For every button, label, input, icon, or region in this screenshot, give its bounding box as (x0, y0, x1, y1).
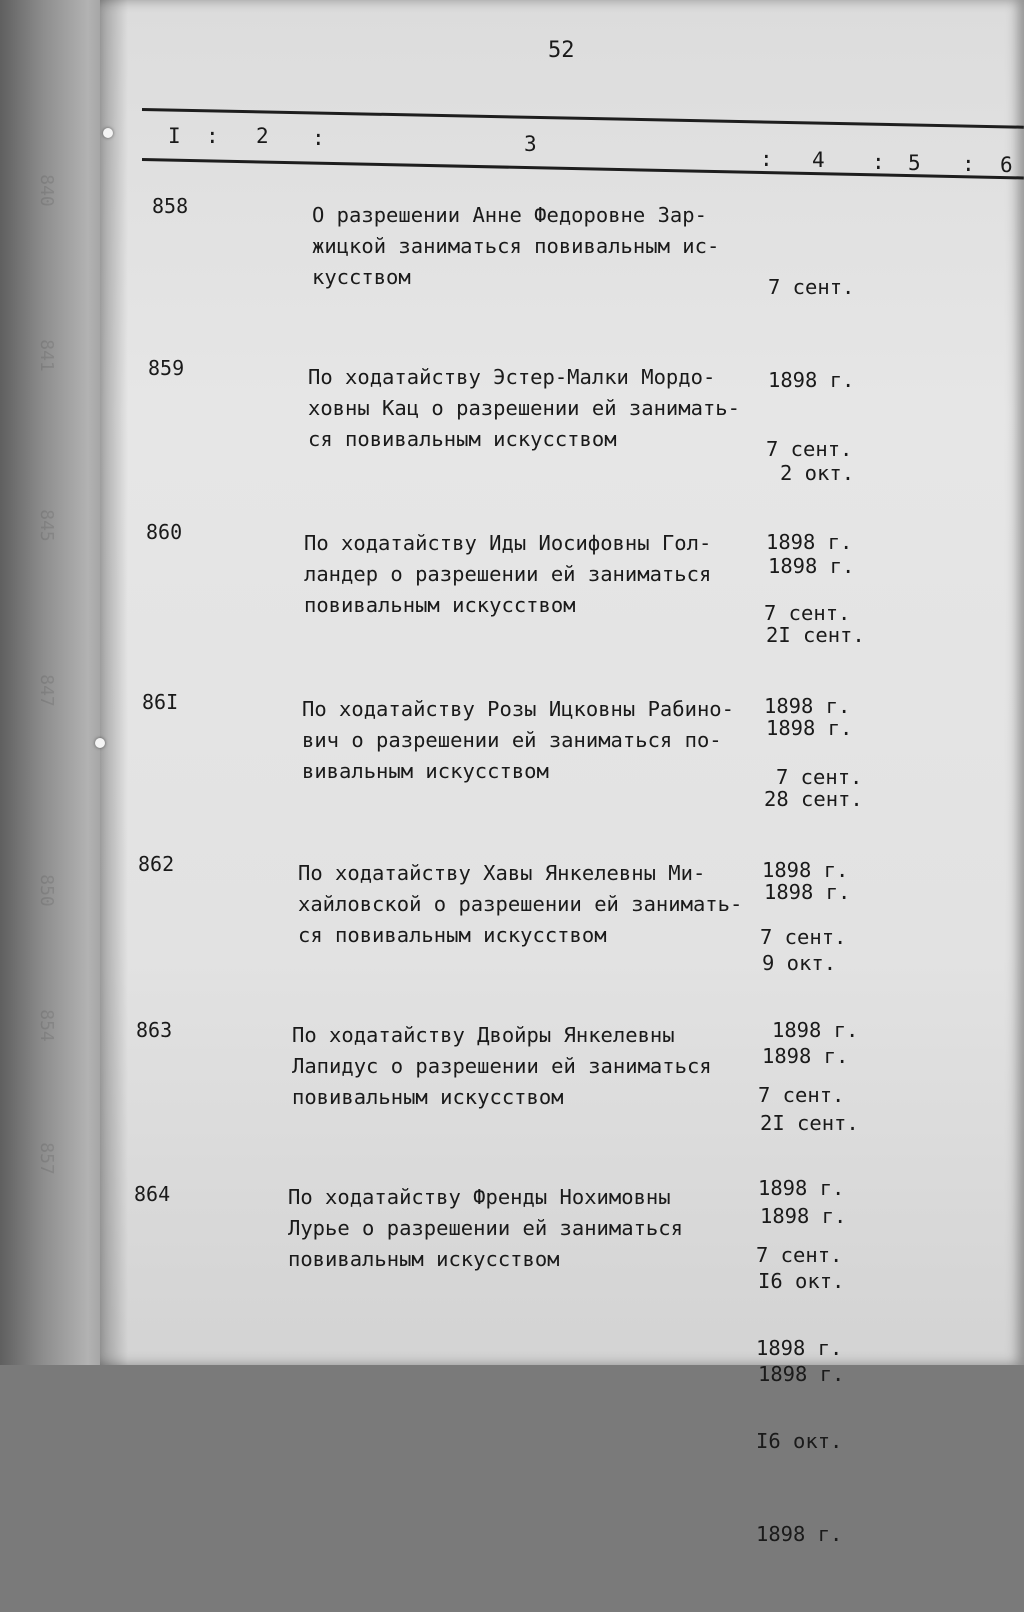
date-line: 7 сент. (764, 601, 851, 625)
date-line: 1898 г. (772, 1018, 859, 1042)
bleed-through-number: 841 (35, 339, 57, 372)
date-line: 2I сент. (766, 623, 865, 647)
column-separator: : (872, 150, 885, 174)
description-line: ся повивальным искусством (308, 427, 617, 451)
entry-description (292, 1020, 712, 1113)
entry-number: 864 (134, 1182, 171, 1206)
binding-hole (103, 128, 113, 138)
date-line: 1898 г. (764, 694, 851, 718)
description-line: По ходатайству Хавы Янкелевны Ми- (298, 861, 706, 885)
column-header: 4 (812, 148, 825, 172)
entry-number: 859 (148, 356, 185, 380)
description-line: кусством (312, 265, 411, 289)
bleed-through-number: 845 (35, 509, 57, 542)
description-line: повивальным искусством (292, 1085, 564, 1109)
column-header: 3 (524, 132, 537, 156)
bleed-through-number: 840 (35, 174, 57, 207)
entry-description (304, 528, 711, 621)
date-line: 1898 г. (758, 1362, 845, 1386)
column-separator: : (206, 124, 219, 148)
description-line: По ходатайству Френды Нохимовны (288, 1185, 671, 1209)
description-line: По ходатайству Иды Иосифовны Гол- (304, 531, 712, 555)
description-line: По ходатайству Эстер-Малки Мордо- (308, 365, 716, 389)
column-header: 5 (908, 151, 921, 175)
date-line: 1898 г. (756, 1336, 843, 1360)
description-line: хайловской о разрешении ей занимать- (298, 892, 743, 916)
date-line: 7 сент. (768, 275, 855, 299)
date-line: 1898 г. (758, 1176, 845, 1200)
date-line: 1898 г. (760, 1204, 847, 1228)
description-line: По ходатайству Розы Ицковны Рабино- (302, 697, 734, 721)
bleed-through-number: 850 (35, 874, 57, 907)
date-line: I6 окт. (756, 1429, 843, 1453)
description-line: ландер о разрешении ей заниматься (304, 562, 712, 586)
page-number: 52 (548, 38, 575, 63)
column-header: I (168, 124, 181, 148)
date-line: 1898 г. (762, 858, 849, 882)
date-line: 2 окт. (780, 461, 855, 485)
date-line: 7 сент. (760, 925, 847, 949)
entry-number: 86I (142, 690, 179, 714)
date-line: 7 сент. (758, 1083, 845, 1107)
description-line: повивальным искусством (304, 593, 576, 617)
date-line: 2I сент. (760, 1111, 859, 1135)
entry-description (298, 858, 742, 951)
column-header: 2 (256, 124, 269, 148)
date-line: 1898 г. (764, 880, 851, 904)
date-line: 7 сент. (776, 765, 863, 789)
entry-description (288, 1182, 683, 1275)
entry-number: 863 (136, 1018, 173, 1042)
date-line: 1898 г. (768, 554, 855, 578)
date-line: 1898 г. (766, 530, 853, 554)
bleed-through-number: 857 (35, 1142, 57, 1175)
entry-description (312, 200, 719, 293)
entry-number: 862 (138, 852, 175, 876)
bleed-through-number: 854 (35, 1009, 57, 1042)
date-line: 1898 г. (766, 716, 853, 740)
date-line: 1898 г. (768, 368, 855, 392)
description-line: О разрешении Анне Федоровне Зар- (312, 203, 707, 227)
column-separator: : (962, 152, 975, 176)
entry-dates (756, 1178, 845, 1612)
description-line: Лапидус о разрешении ей заниматься (292, 1054, 712, 1078)
date-line: 28 сент. (764, 787, 863, 811)
date-line: 7 сент. (756, 1243, 843, 1267)
bleed-through-number: 847 (35, 674, 57, 707)
description-line: жицкой заниматься повивальным ис- (312, 234, 720, 258)
column-separator: : (312, 126, 325, 150)
column-header: 6 (1000, 153, 1013, 177)
binding-hole (95, 738, 105, 748)
date-line: 9 окт. (762, 951, 837, 975)
entry-description (302, 694, 734, 787)
description-line: повивальным искусством (288, 1247, 560, 1271)
column-separator: : (760, 147, 773, 171)
description-line: По ходатайству Двойры Янкелевны (292, 1023, 675, 1047)
entry-description (308, 362, 740, 455)
description-line: вич о разрешении ей заниматься по- (302, 728, 722, 752)
entry-number: 858 (152, 194, 189, 218)
date-line: 1898 г. (756, 1522, 843, 1546)
description-line: Лурье о разрешении ей заниматься (288, 1216, 683, 1240)
date-line: 7 сент. (766, 437, 853, 461)
description-line: вивальным искусством (302, 759, 549, 783)
description-line: ховны Кац о разрешении ей занимать- (308, 396, 740, 420)
description-line: ся повивальным искусством (298, 923, 607, 947)
date-line: 1898 г. (762, 1044, 849, 1068)
entry-number: 860 (146, 520, 183, 544)
date-line: I6 окт. (758, 1269, 845, 1293)
